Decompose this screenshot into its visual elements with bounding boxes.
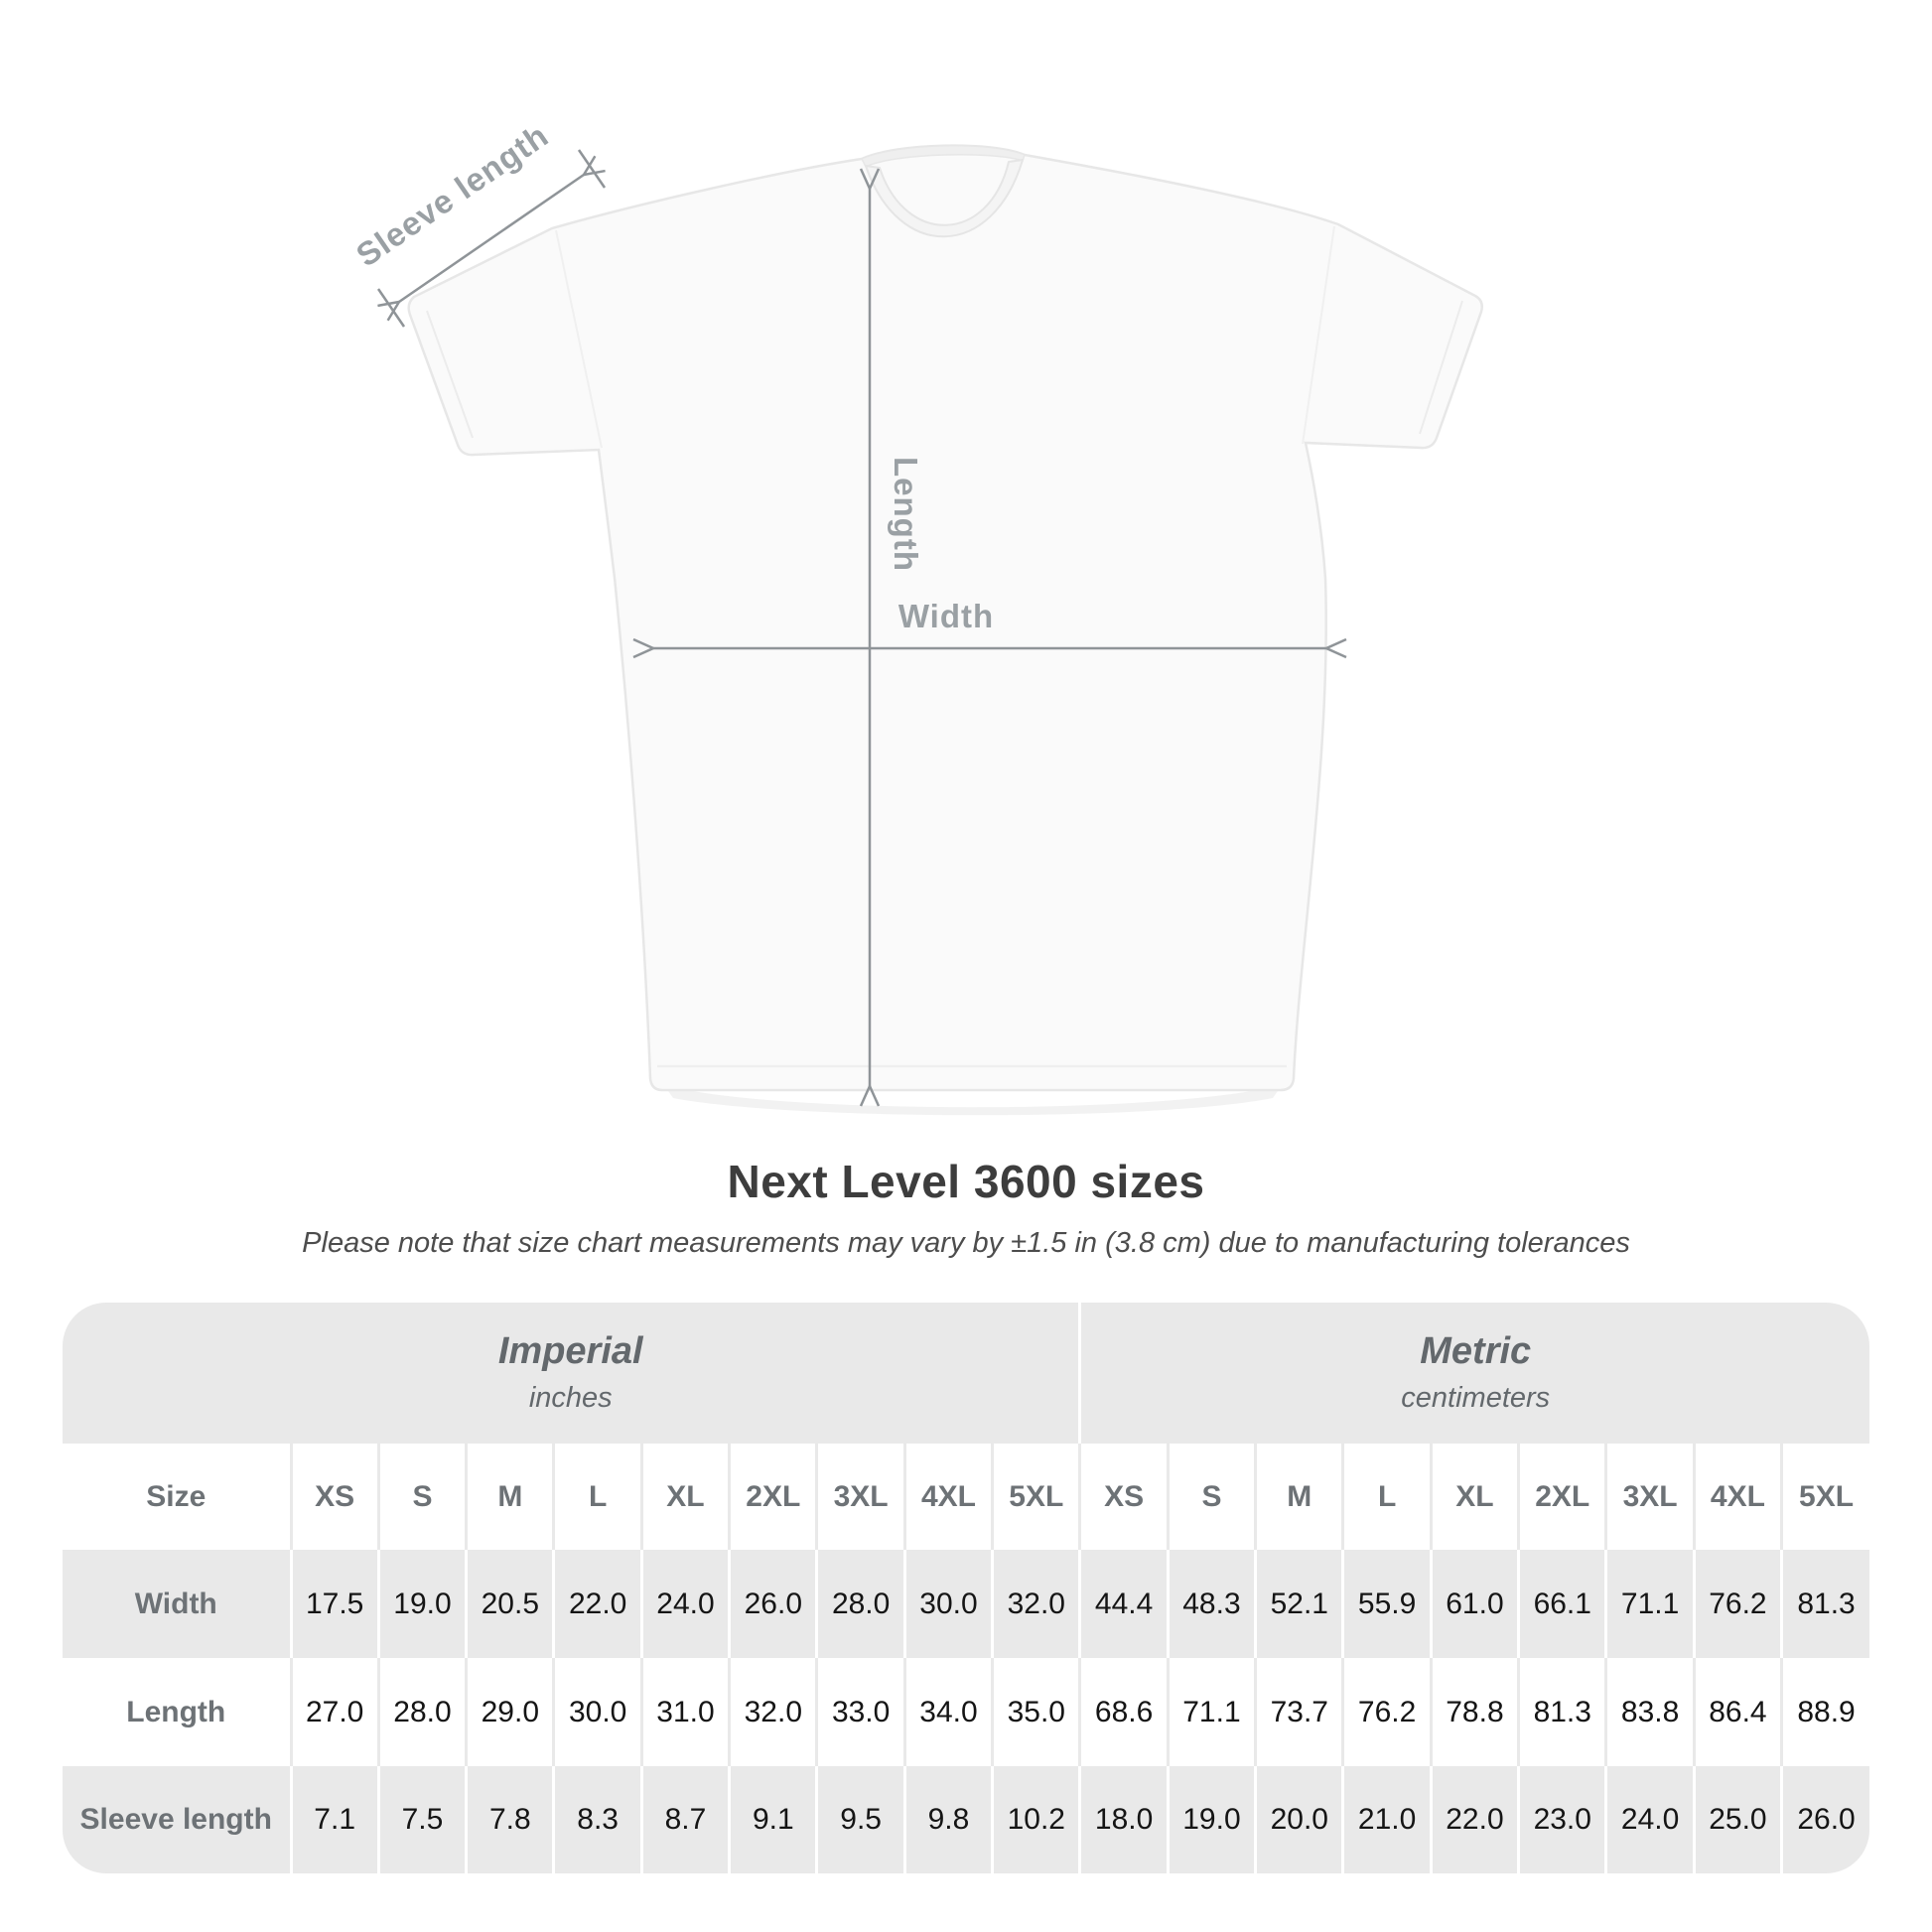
- width-label: Width: [897, 598, 995, 634]
- imperial-header-cell: [63, 1303, 1080, 1444]
- sleeve-length-end-tick: [579, 150, 605, 188]
- sleeve-value: 9.5: [817, 1766, 904, 1873]
- width-value: 20.5: [467, 1550, 554, 1658]
- length-value: 76.2: [1343, 1658, 1431, 1766]
- length-value: 31.0: [641, 1658, 729, 1766]
- width-value: 55.9: [1343, 1550, 1431, 1658]
- length-value: 86.4: [1694, 1658, 1781, 1766]
- length-label: Length: [888, 457, 924, 572]
- width-value: 66.1: [1519, 1550, 1606, 1658]
- sleeve-value: 7.5: [378, 1766, 466, 1873]
- size-header-metric-xs: XS: [1080, 1444, 1168, 1550]
- size-header-imperial-l: L: [554, 1444, 641, 1550]
- size-header-metric-l: L: [1343, 1444, 1431, 1550]
- length-value: 27.0: [291, 1658, 378, 1766]
- width-value: 44.4: [1080, 1550, 1168, 1658]
- width-value: 76.2: [1694, 1550, 1781, 1658]
- sleeve-value: 26.0: [1782, 1766, 1869, 1873]
- size-header-imperial-5xl: 5XL: [993, 1444, 1080, 1550]
- width-value: 30.0: [904, 1550, 992, 1658]
- length-row: [63, 1658, 1869, 1766]
- sleeve-value: 9.8: [904, 1766, 992, 1873]
- size-header-metric-xl: XL: [1431, 1444, 1518, 1550]
- sleeve-row-label: Sleeve length: [79, 1803, 272, 1836]
- sleeve-value: 8.7: [641, 1766, 729, 1873]
- size-header-imperial-m: M: [467, 1444, 554, 1550]
- size-header-imperial-xl: XL: [641, 1444, 729, 1550]
- unit-header-row: [63, 1303, 1869, 1444]
- imperial-unit: inches: [528, 1382, 613, 1415]
- length-value: 81.3: [1519, 1658, 1606, 1766]
- length-value: 29.0: [467, 1658, 554, 1766]
- width-value: 48.3: [1168, 1550, 1255, 1658]
- sleeve-value: 18.0: [1080, 1766, 1168, 1873]
- imperial-title: Imperial: [497, 1329, 643, 1372]
- metric-title: Metric: [1420, 1329, 1532, 1372]
- sleeve-value: 21.0: [1343, 1766, 1431, 1873]
- size-header-imperial-xs: XS: [291, 1444, 378, 1550]
- length-value: 88.9: [1782, 1658, 1869, 1766]
- size-header-metric-4xl: 4XL: [1694, 1444, 1781, 1550]
- size-header-metric-3xl: 3XL: [1606, 1444, 1694, 1550]
- length-value: 83.8: [1606, 1658, 1694, 1766]
- width-value: 71.1: [1606, 1550, 1694, 1658]
- size-column-header: Size: [146, 1479, 207, 1513]
- size-header-imperial-4xl: 4XL: [904, 1444, 992, 1550]
- width-row-label: Width: [134, 1587, 217, 1620]
- sleeve-length-start-tick: [378, 289, 404, 327]
- size-header-metric-m: M: [1256, 1444, 1343, 1550]
- length-value: 34.0: [904, 1658, 992, 1766]
- width-value: 22.0: [554, 1550, 641, 1658]
- sleeve-value: 25.0: [1694, 1766, 1781, 1873]
- length-value: 35.0: [993, 1658, 1080, 1766]
- length-value: 28.0: [378, 1658, 466, 1766]
- page-subtitle: Please note that size chart measurements may vary by ±1.5 in (3.8 cm) due to manufacturing tolerances: [302, 1227, 1630, 1259]
- size-header-metric-5xl: 5XL: [1782, 1444, 1869, 1550]
- width-value: 28.0: [817, 1550, 904, 1658]
- sleeve-value: 8.3: [554, 1766, 641, 1873]
- size-header-metric-s: S: [1168, 1444, 1255, 1550]
- sleeve-value: 10.2: [993, 1766, 1080, 1873]
- metric-unit: centimeters: [1401, 1382, 1551, 1415]
- length-value: 78.8: [1431, 1658, 1518, 1766]
- length-value: 30.0: [554, 1658, 641, 1766]
- length-value: 68.6: [1080, 1658, 1168, 1766]
- width-value: 32.0: [993, 1550, 1080, 1658]
- width-value: 61.0: [1431, 1550, 1518, 1658]
- size-chart-panel: [63, 1303, 1869, 1873]
- length-value: 71.1: [1168, 1658, 1255, 1766]
- length-value: 73.7: [1256, 1658, 1343, 1766]
- width-row: [63, 1550, 1869, 1658]
- sleeve-value: 7.1: [291, 1766, 378, 1873]
- width-value: 24.0: [641, 1550, 729, 1658]
- length-row-label: Length: [126, 1695, 226, 1728]
- sleeve-value: 23.0: [1519, 1766, 1606, 1873]
- length-value: 33.0: [817, 1658, 904, 1766]
- length-value: 32.0: [730, 1658, 817, 1766]
- sleeve-value: 7.8: [467, 1766, 554, 1873]
- size-header-imperial-2xl: 2XL: [730, 1444, 817, 1550]
- size-header-imperial-3xl: 3XL: [817, 1444, 904, 1550]
- width-value: 52.1: [1256, 1550, 1343, 1658]
- width-value: 19.0: [378, 1550, 466, 1658]
- metric-header-cell: [1080, 1303, 1869, 1444]
- sleeve-value: 20.0: [1256, 1766, 1343, 1873]
- width-value: 17.5: [291, 1550, 378, 1658]
- sleeve-length-label: Sleeve length: [348, 116, 555, 274]
- size-header-row: [63, 1444, 1869, 1550]
- size-header-metric-2xl: 2XL: [1519, 1444, 1606, 1550]
- sleeve-value: 19.0: [1168, 1766, 1255, 1873]
- sleeve-value: 24.0: [1606, 1766, 1694, 1873]
- width-value: 81.3: [1782, 1550, 1869, 1658]
- width-value: 26.0: [730, 1550, 817, 1658]
- sleeve-value: 9.1: [730, 1766, 817, 1873]
- sleeve-value: 22.0: [1431, 1766, 1518, 1873]
- sleeve-length-row: [63, 1766, 1869, 1873]
- size-header-imperial-s: S: [378, 1444, 466, 1550]
- page-title: Next Level 3600 sizes: [727, 1156, 1205, 1207]
- size-chart-table: [63, 1303, 1869, 1873]
